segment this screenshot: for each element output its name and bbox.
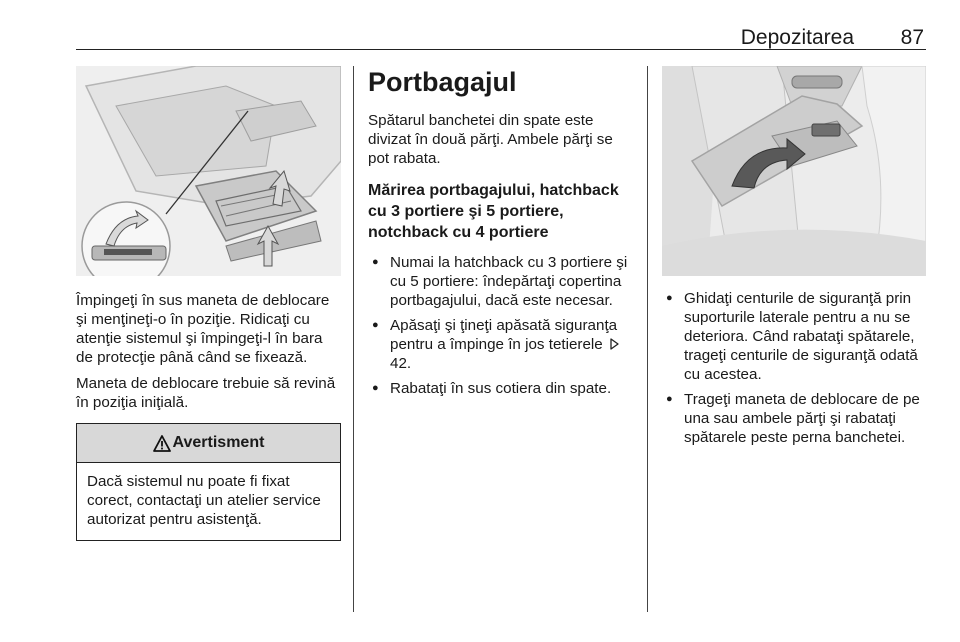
right-column — [662, 66, 926, 453]
list-item: ● Apăsaţi şi ţineţi apăsată siguranţa pentru a împinge în jos tetierele 42. — [368, 316, 634, 373]
section-title: Depozitarea — [740, 26, 854, 49]
section-heading: Portbagajul — [368, 67, 517, 97]
column-divider — [353, 66, 354, 612]
warning-title: Avertisment — [172, 434, 265, 451]
instruction-list — [662, 289, 926, 447]
instruction-paragraph: Împingeţi în sus maneta de deblocare şi menţineţi-o în poziţie. Ridicaţi cu atenţie sistemul şi împingeţi-l în bara de protecţie până când se fixează. — [76, 292, 330, 366]
warning-triangle-icon — [153, 435, 171, 452]
page-header — [76, 26, 926, 50]
warning-box — [76, 423, 341, 541]
page-reference: 42. — [390, 355, 412, 372]
trunk-bike-carrier-illustration — [76, 66, 341, 276]
list-item: ● Rabataţi în sus cotiera din spate. — [368, 379, 634, 398]
warning-header — [77, 424, 340, 463]
instruction-list — [368, 253, 634, 398]
seat-release-illustration — [662, 66, 926, 276]
subsection-heading: Mărirea portbagajului, hatchback cu 3 portiere şi 5 portiere, notchback cu 4 portiere — [368, 182, 619, 241]
intro-paragraph: Spătarul banchetei din spate este divizat în două părţi. Ambele părţi se pot rabata. — [368, 112, 613, 167]
list-item: ● Ghidaţi centurile de siguranţă prin suporturile laterale pentru a nu se deteriora. Când rabataţi spătarele, trageţi centurile de siguranţă odată cu acestea. — [662, 289, 926, 384]
instruction-paragraph: Maneta de deblocare trebuie să revină în poziţia iniţială. — [76, 375, 336, 411]
left-column — [76, 66, 341, 541]
middle-column — [368, 66, 634, 404]
list-item: ● Numai la hatchback cu 3 portiere şi cu 5 portiere: îndepărtaţi copertina portbagajului, dacă este necesar. — [368, 253, 634, 310]
header-divider — [76, 49, 926, 50]
page-reference-arrow-icon — [609, 338, 620, 350]
list-item: ● Trageţi maneta de deblocare de pe una sau ambele părţi şi rabataţi spătarele peste perna banchetei. — [662, 390, 926, 447]
column-divider — [647, 66, 648, 612]
page-number: 87 — [900, 26, 924, 49]
warning-text: Dacă sistemul nu poate fi fixat corect, contactaţi un atelier service autorizat pentru asistenţă. — [87, 473, 321, 528]
